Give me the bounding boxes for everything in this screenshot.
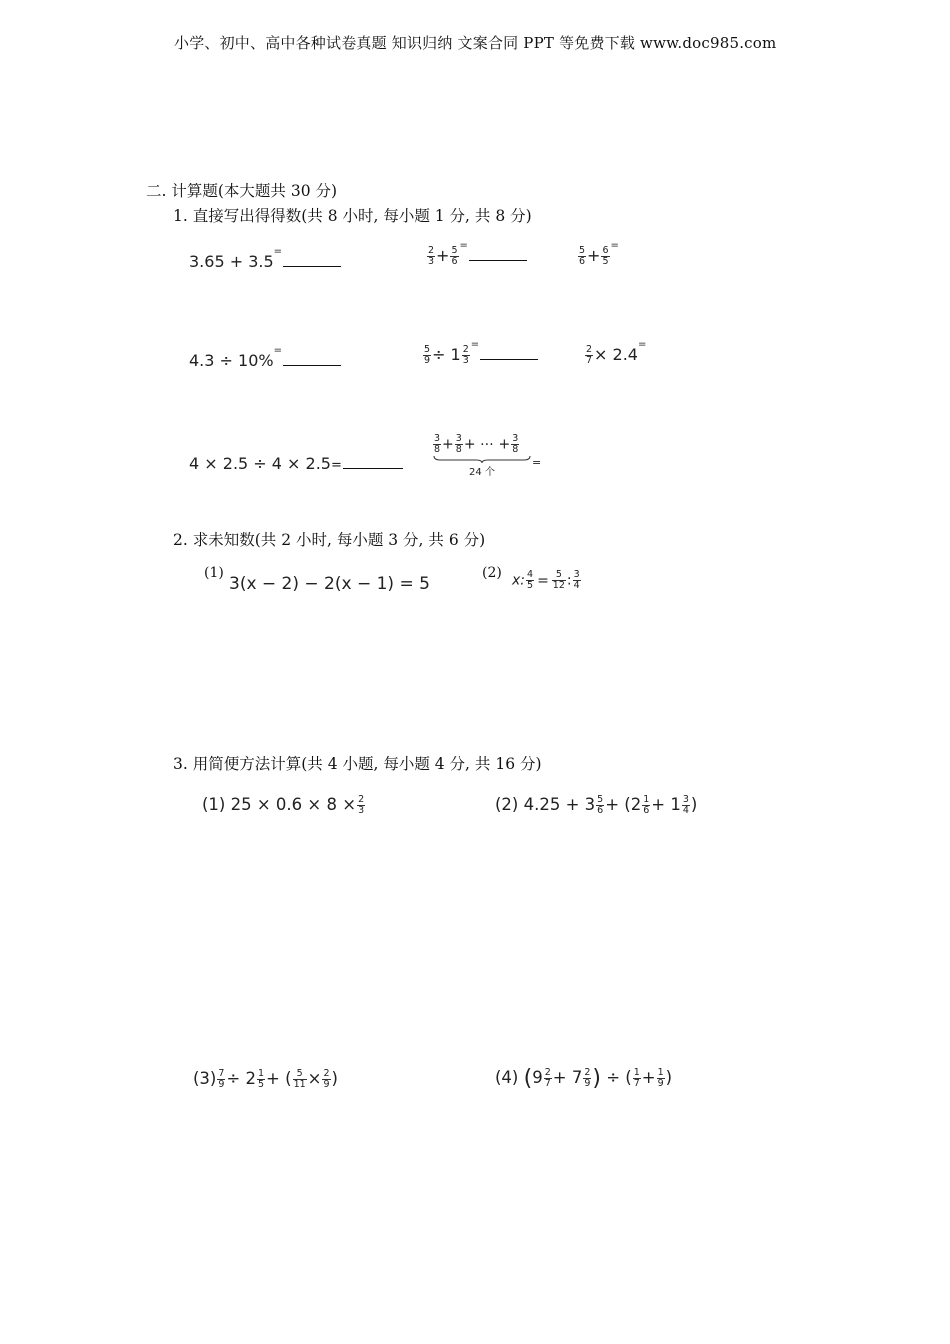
fraction: $\frac{5}{11}$ <box>293 1068 306 1090</box>
fraction: $\frac{3}{8}$ <box>434 433 441 455</box>
q2-equation-1: 3(x − 2) − 2(x − 1) = 5 <box>229 574 430 594</box>
fraction: $\frac{1}{9}$ <box>657 1067 664 1089</box>
fraction: $\frac{2}{9}$ <box>323 1068 330 1090</box>
q3-problem-4: (4) (9 $\frac{2}{7}$ + 7 $\frac{2}{9}$ ) ÷ ( $\frac{1}{7}$ + $\frac{1}{9}$ ) <box>495 1066 673 1091</box>
q1-item-a-expr: 3.65 + 3.5 <box>189 252 274 271</box>
fraction: $\frac{2}{3}$ <box>462 344 469 366</box>
fraction: $\frac{1}{5}$ <box>258 1068 265 1090</box>
equals-sign: = <box>273 345 282 356</box>
q2-heading: 2. 求未知数(共 2 小时, 每小题 3 分, 共 6 分) <box>173 531 486 549</box>
equals-sign: = <box>532 456 542 469</box>
equals-sign: = <box>637 339 647 350</box>
answer-blank[interactable] <box>343 468 403 469</box>
fraction: $\frac{5}{6}$ <box>579 245 586 267</box>
fraction: $\frac{2}{3}$ <box>428 245 435 267</box>
fraction: $\frac{3}{8}$ <box>512 433 519 455</box>
fraction: $\frac{5}{6}$ <box>597 794 604 816</box>
q1-item-g <box>189 454 403 473</box>
fraction: $\frac{3}{8}$ <box>455 433 462 455</box>
q3-problem-2: (2) 4.25 + 3 $\frac{5}{6}$ + (2 $\frac{1}{6}$ + 1 $\frac{3}{4}$ ) <box>495 794 698 816</box>
fraction: $\frac{3}{4}$ <box>573 569 580 591</box>
q3-problem-3: (3) $\frac{7}{9}$ ÷ 2 $\frac{1}{5}$ + ( $\frac{5}{11}$ × $\frac{2}{9}$ ) <box>193 1068 338 1090</box>
fraction: $\frac{7}{9}$ <box>218 1068 225 1090</box>
equals-sign: = <box>330 458 342 473</box>
q1-item-c: $\frac{5}{6}$ + $\frac{6}{5}$ = <box>579 240 619 267</box>
fraction: $\frac{4}{5}$ <box>527 569 534 591</box>
q2-label-1: (1) <box>204 565 224 581</box>
underbrace <box>432 455 532 463</box>
header-banner: 小学、初中、高中各种试卷真题 知识归纳 文案合同 PPT 等免费下载 www.doc985.com <box>174 34 777 52</box>
answer-blank[interactable] <box>283 266 341 267</box>
q1-heading: 1. 直接写出得得数(共 8 小时, 每小题 1 分, 共 8 分) <box>173 207 532 225</box>
q1-item-e: $\frac{5}{9}$ ÷ 1 $\frac{2}{3}$ = <box>422 345 538 366</box>
q3-heading: 3. 用简便方法计算(共 4 小题, 每小题 4 分, 共 16 分) <box>173 755 542 773</box>
q1-item-h <box>432 433 542 479</box>
brace-group: $\frac{3}{8}$ + $\frac{3}{8}$ + ⋯ + $\frac{3}{8}$ 24 个 <box>432 434 532 478</box>
fraction: $\frac{5}{6}$ <box>451 245 458 267</box>
fraction: $\frac{2}{7}$ <box>586 344 593 366</box>
fraction: $\frac{5}{12}$ <box>552 569 565 591</box>
q2-equation-2: x: $\frac{4}{5}$ = $\frac{5}{12}$ : $\frac{3}{4}$ <box>512 569 580 591</box>
equals-sign: = <box>610 240 619 251</box>
q2-label-2: (2) <box>482 565 502 581</box>
q1-item-d-expr: 4.3 ÷ 10% <box>189 351 274 370</box>
fraction: $\frac{3}{4}$ <box>682 794 689 816</box>
equals-sign: = <box>459 240 468 251</box>
q1-item-b: $\frac{2}{3}$ + $\frac{5}{6}$ = <box>426 246 527 267</box>
q3-problem-1: (1) 25 × 0.6 × 8 × $\frac{2}{3}$ <box>202 794 365 816</box>
brace-count-label: 24 个 <box>469 467 495 478</box>
fraction: $\frac{5}{9}$ <box>424 344 431 366</box>
equals-sign: = <box>470 339 480 350</box>
q1-item-d <box>189 345 341 370</box>
fraction: $\frac{6}{5}$ <box>602 245 609 267</box>
answer-blank[interactable] <box>469 260 527 261</box>
q1-item-f: $\frac{2}{7}$ × 2.4= <box>586 339 647 366</box>
fraction: $\frac{1}{6}$ <box>643 794 650 816</box>
equals-sign: = <box>273 246 283 257</box>
fraction: $\frac{2}{7}$ <box>544 1067 551 1089</box>
section-title: 二. 计算题(本大题共 30 分) <box>146 182 338 200</box>
fraction: $\frac{1}{7}$ <box>633 1067 640 1089</box>
answer-blank[interactable] <box>480 359 538 360</box>
answer-blank[interactable] <box>283 365 341 366</box>
q1-item-a <box>189 246 341 271</box>
fraction: $\frac{2}{9}$ <box>584 1067 591 1089</box>
fraction: $\frac{2}{3}$ <box>358 794 365 816</box>
q1-item-g-expr: 4 × 2.5 ÷ 4 × 2.5 <box>189 454 331 473</box>
